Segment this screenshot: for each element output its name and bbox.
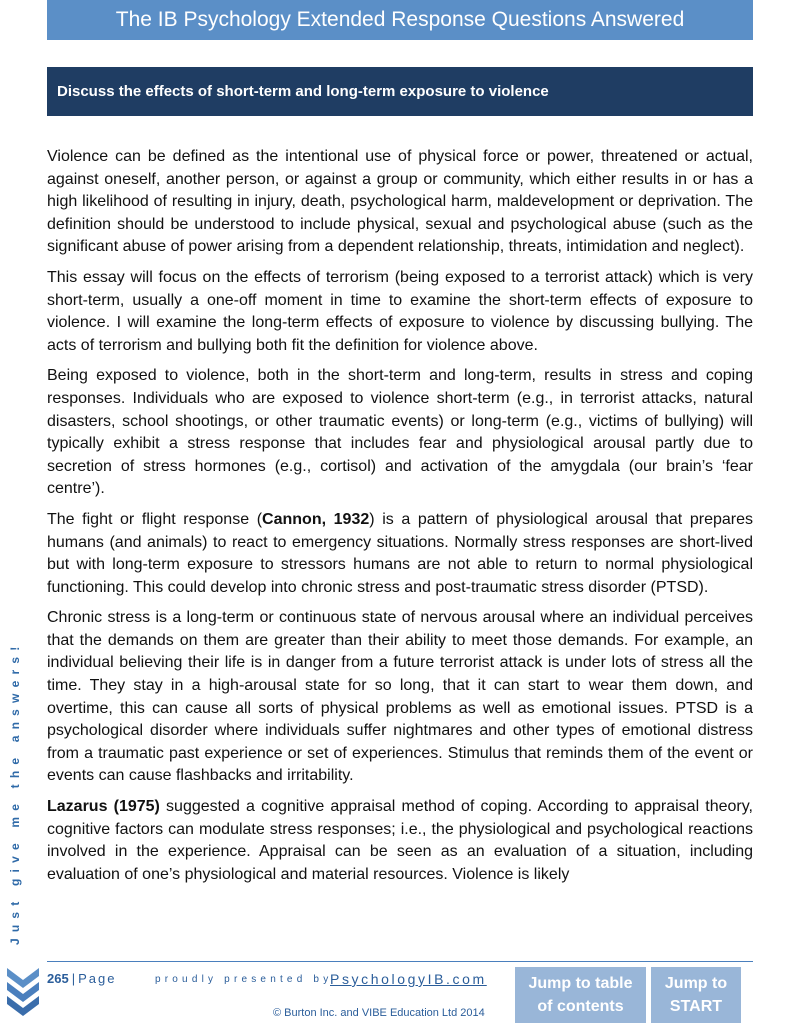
jump-to-start-button[interactable] [651,967,741,1023]
paragraph-text: Violence can be defined as the intentional use of physical force or power, threatened or actual, against oneself, another person, or against a group or community, which either results in or has a high likelihood of resulting in injury, death, psychological harm, maldevelopment or deprivation. The definition should be understood to include physical, sexual and psychological abuse (such as the significant abuse of power arising from a dependent relationship, threats, intimidation and neglect). [47,148,753,256]
chevron-down-icon [5,966,41,1022]
paragraph-text: The fight or flight response ( [47,510,263,528]
page-number [47,970,116,988]
jump-start-line2: START [669,998,723,1015]
paragraph [47,267,753,357]
page-number-value: 265 [47,971,69,986]
essay-body [47,146,753,894]
site-link[interactable]: PsychologyIB.com [330,971,487,987]
jump-toc-line2: of contents [537,998,624,1015]
paragraph-text: Chronic stress is a long-term or continuous state of nervous arousal where an individual perceives that the demands on them are greater than their ability to meet those demands. For example, an individual believing their life is in danger from a future terrorist attack is under lots of stress all the time. They stay in a high-arousal state for so long, that it can start to wear them down, and overtime, this can cause all sorts of physical problems as well as emotional issues. PTSD is a psychological disorder where individuals suffer nightmares and other types of emotional distress from a traumatic past experience or set of experiences. Stimulus that reminds them of the event or events can cause flashbacks and irritability. [47,609,753,785]
footer-divider [47,961,753,962]
sidebar-tagline: Just give me the answers! [8,640,22,945]
jump-toc-line1: Jump to table [528,975,633,992]
paragraph-text: suggested a cognitive appraisal method of coping. According to appraisal theory, cognitive factors can modulate stress responses; i.e., the physiological and psychological reactions involved in the experience. Appraisal can be seen as an evaluation of a situation, including evaluation of one’s physiological and material resources. Violence is likely [47,798,754,883]
copyright-text: © Burton Inc. and VIBE Education Ltd 2014 [273,1007,485,1019]
header-title: The IB Psychology Extended Response Questions Answered [115,8,685,31]
page-separator: | [71,971,76,986]
page-label: Page [78,971,117,986]
paragraph [47,796,753,886]
citation-text: Lazarus (1975) [47,798,160,816]
paragraph-text: Being exposed to violence, both in the short-term and long-term, results in stress and coping responses. Individuals who are exposed to violence short-term (e.g., in terrorist attacks, natural disasters, school shootings, or other traumatic events) or long-term (e.g., victims of bullying) will typically exhibit a stress response that includes fear and physiological arousal partly due to secretion of stress hormones (e.g., cortisol) and activation of the amygdala (our brain’s ‘fear centre’). [47,367,753,498]
document-header [47,0,753,40]
jump-to-toc-button[interactable] [515,967,646,1023]
paragraph [47,509,753,599]
citation-text: Cannon, 1932 [262,510,370,528]
paragraph-text: This essay will focus on the effects of terrorism (being exposed to a terrorist attack) which is very short-term, usually a one-off moment in time to examine the short-term effects of exposure to violence. I will examine the long-term effects of exposure to violence by discussing bullying. The acts of terrorism and bullying both fit the definition for violence above. [47,268,753,354]
question-text: Discuss the effects of short-term and long-term exposure to violence [57,83,549,100]
jump-start-line1: Jump to [664,975,728,992]
presented-by-text: proudly presented by [155,974,333,985]
paragraph [47,146,753,259]
paragraph [47,607,753,788]
paragraph [47,365,753,501]
question-heading [47,67,753,116]
paragraph-text: ) is a pattern of physiological arousal that prepares humans (and animals) to react to emergency situations. Normally stress responses are short-lived but with long-term exposure to stressors humans are not able to return to normal physiological functioning. This could develop into chronic stress and post-traumatic stress disorder (PTSD). [47,510,754,596]
